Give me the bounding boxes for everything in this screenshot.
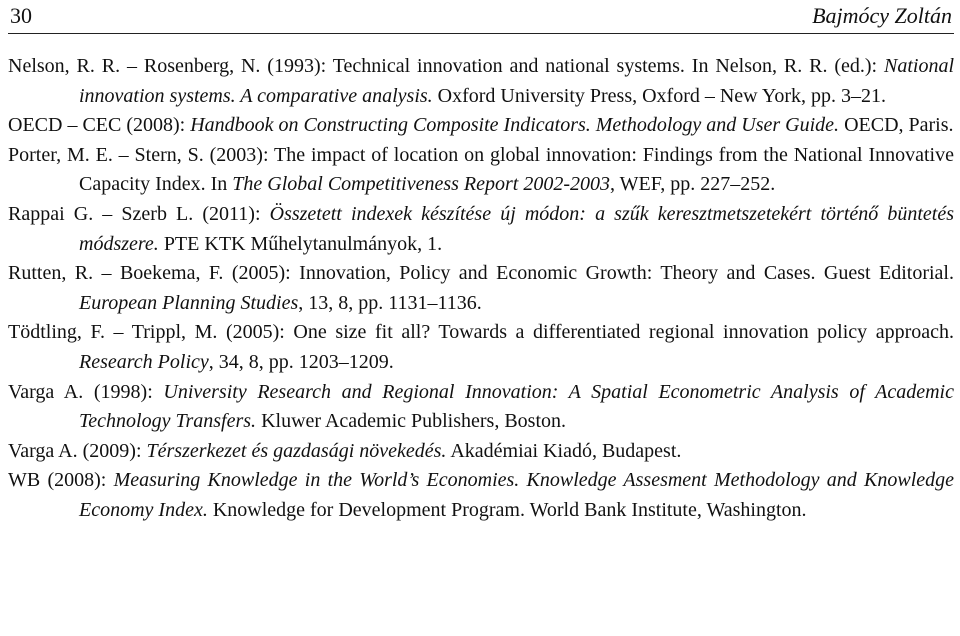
ref-segment: OECD – CEC (2008):: [8, 114, 191, 137]
reference-entry: [8, 378, 954, 437]
reference-entry: [8, 259, 954, 318]
ref-segment-italic: Összetett indexek készítése új módon: a szűk keresztmetszetekért történő büntetés módszere.: [79, 202, 955, 255]
ref-segment: Rutten, R. – Boekema, F. (2005): Innovation, Policy and Economic Growth: Theory and Cases. Guest Editorial.: [8, 262, 954, 285]
reference-entry: [8, 200, 954, 259]
ref-segment: , 34, 8, pp. 1203–1209.: [208, 350, 394, 373]
ref-segment-italic: The Global Competitiveness Report 2002-2003: [232, 173, 611, 196]
page-header: [8, 0, 954, 34]
ref-segment: Kluwer Academic Publishers, Boston.: [256, 410, 567, 433]
ref-segment: PTE KTK Műhelytanulmányok, 1.: [158, 232, 443, 255]
reference-entry: [8, 466, 954, 525]
ref-segment: Varga A. (2009):: [8, 439, 147, 462]
ref-segment-italic: University Research and Regional Innovation: A Spatial Econometric Analysis of Academic Technology Transfers.: [79, 380, 954, 433]
ref-segment: Varga A. (1998):: [8, 380, 164, 403]
ref-segment: Nelson, R. R. – Rosenberg, N. (1993): Technical innovation and national systems. In Nelson, R. R. (ed.):: [8, 55, 884, 77]
ref-segment: Knowledge for Development Program. World Bank Institute, Washington.: [207, 498, 807, 521]
ref-segment-italic: National innovation systems. A comparative analysis.: [79, 55, 954, 107]
ref-segment: WB (2008):: [8, 469, 114, 492]
ref-segment-italic: Térszerkezet és gazdasági növekedés.: [146, 439, 447, 462]
ref-segment: , 13, 8, pp. 1131–1136.: [298, 291, 482, 314]
reference-entry: [8, 141, 954, 200]
reference-entry: [8, 437, 954, 467]
ref-segment: Rappai G. – Szerb L. (2011):: [8, 202, 270, 225]
reference-entry: [8, 52, 954, 111]
running-head-author: Bajmócy Zoltán: [812, 3, 952, 28]
reference-list: [8, 52, 954, 526]
reference-entry: [8, 318, 954, 377]
ref-segment: Oxford University Press, Oxford – New York, pp. 3–21.: [432, 84, 886, 107]
reference-entry: [8, 111, 954, 141]
ref-segment: , WEF, pp. 227–252.: [610, 173, 776, 196]
ref-segment-italic: Research Policy: [79, 350, 209, 373]
ref-segment: OECD, Paris.: [839, 114, 954, 137]
ref-segment: Tödtling, F. – Trippl, M. (2005): One size fit all? Towards a differentiated regional innovation policy approach.: [8, 321, 954, 344]
ref-segment: Porter, M. E. – Stern, S. (2003): The impact of location on global innovation: Findings from the National Innovative Capacity Index. In: [8, 143, 954, 196]
ref-segment-italic: Measuring Knowledge in the World’s Economies. Knowledge Assesment Methodology and Knowledge Economy Index.: [79, 469, 955, 521]
ref-segment-italic: Handbook on Constructing Composite Indicators. Methodology and User Guide.: [190, 114, 840, 137]
ref-segment: Akadémiai Kiadó, Budapest.: [446, 439, 682, 462]
ref-segment-italic: European Planning Studies: [79, 291, 299, 314]
page-number: 30: [10, 3, 32, 28]
